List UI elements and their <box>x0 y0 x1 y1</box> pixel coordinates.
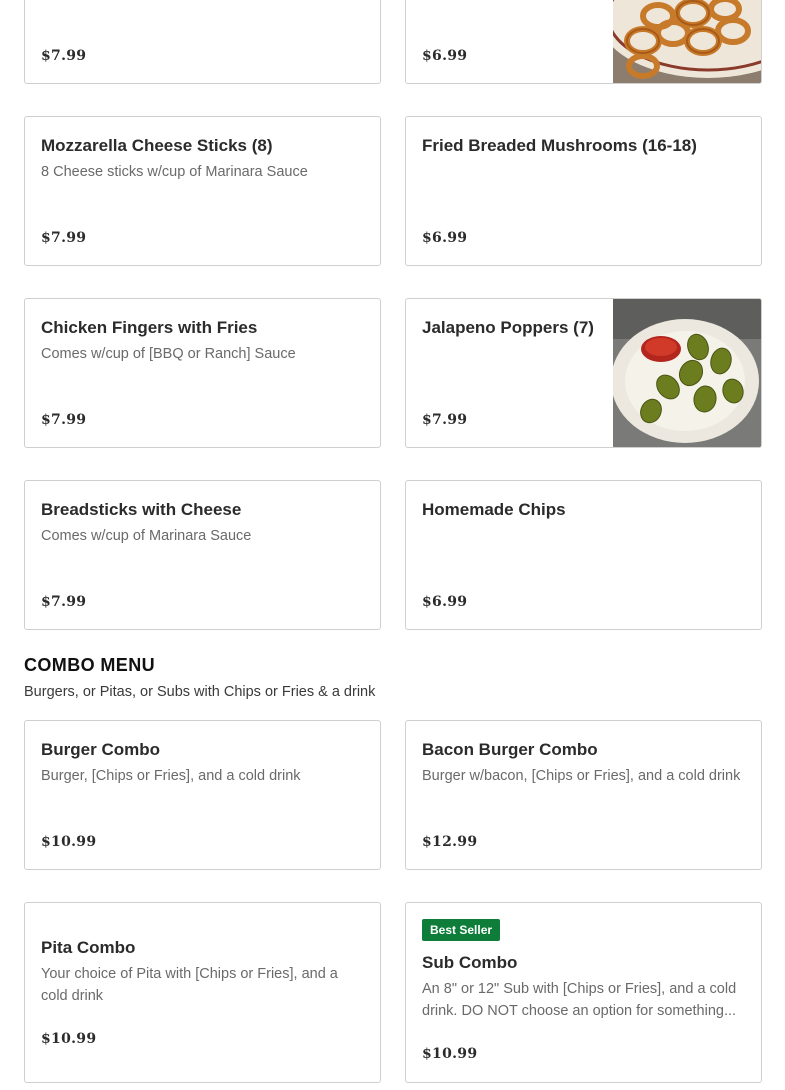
menu-item-card[interactable] <box>405 298 762 448</box>
menu-item-card[interactable] <box>24 720 381 870</box>
item-price: $6.99 <box>422 48 468 64</box>
onion-rings-photo <box>613 0 761 83</box>
item-name: Sub Combo <box>422 953 518 972</box>
item-description: 8 Cheese sticks w/cup of Marinara Sauce <box>41 164 308 180</box>
item-price: $10.99 <box>41 1031 97 1047</box>
item-name: Bacon Burger Combo <box>422 740 598 759</box>
item-name: Chicken Fingers with Fries <box>41 318 258 337</box>
menu-item-card[interactable] <box>24 902 381 1083</box>
item-name: Breadsticks with Cheese <box>41 500 242 519</box>
menu-item-card[interactable] <box>405 480 762 630</box>
item-name: Homemade Chips <box>422 500 566 519</box>
item-description: An 8" or 12" Sub with [Chips or Fries], and a cold drink. DO NOT choose an option for something... <box>422 981 737 1019</box>
item-name: Burger Combo <box>41 740 160 759</box>
item-description: Comes w/cup of [BBQ or Ranch] Sauce <box>41 346 296 362</box>
item-name: Pita Combo <box>41 938 136 957</box>
item-price: $10.99 <box>41 834 97 850</box>
item-price: $12.99 <box>422 834 478 850</box>
item-description: Burger, [Chips or Fries], and a cold drink <box>41 768 301 784</box>
section-subtitle: Burgers, or Pitas, or Subs with Chips or Fries & a drink <box>24 684 376 700</box>
item-description: Your choice of Pita with [Chips or Fries], and a cold drink <box>41 966 338 1004</box>
item-name: Mozzarella Cheese Sticks (8) <box>41 136 273 155</box>
item-name: Jalapeno Poppers (7) <box>422 318 594 337</box>
item-price: $7.99 <box>41 48 87 64</box>
menu-item-card[interactable] <box>24 298 381 448</box>
jalapeno-poppers-photo <box>613 299 761 447</box>
item-price: $6.99 <box>422 230 468 246</box>
item-price: $7.99 <box>41 594 87 610</box>
section-title: COMBO MENU <box>24 655 155 675</box>
item-name: Fried Breaded Mushrooms (16-18) <box>422 136 697 155</box>
menu-item-card[interactable] <box>24 116 381 266</box>
menu-item-card[interactable] <box>405 720 762 870</box>
menu-item-card[interactable] <box>405 902 762 1083</box>
item-price: $7.99 <box>41 412 87 428</box>
item-description: Burger w/bacon, [Chips or Fries], and a cold drink <box>422 768 741 784</box>
best-seller-badge: Best Seller <box>422 919 500 941</box>
menu-item-card[interactable] <box>405 116 762 266</box>
item-price: $7.99 <box>422 412 468 428</box>
menu-item-card[interactable] <box>24 480 381 630</box>
item-price: $7.99 <box>41 230 87 246</box>
menu-item-card[interactable] <box>24 0 381 84</box>
item-price: $6.99 <box>422 594 468 610</box>
item-price: $10.99 <box>422 1046 478 1062</box>
menu-item-card[interactable] <box>405 0 762 84</box>
item-description: Comes w/cup of Marinara Sauce <box>41 528 252 544</box>
